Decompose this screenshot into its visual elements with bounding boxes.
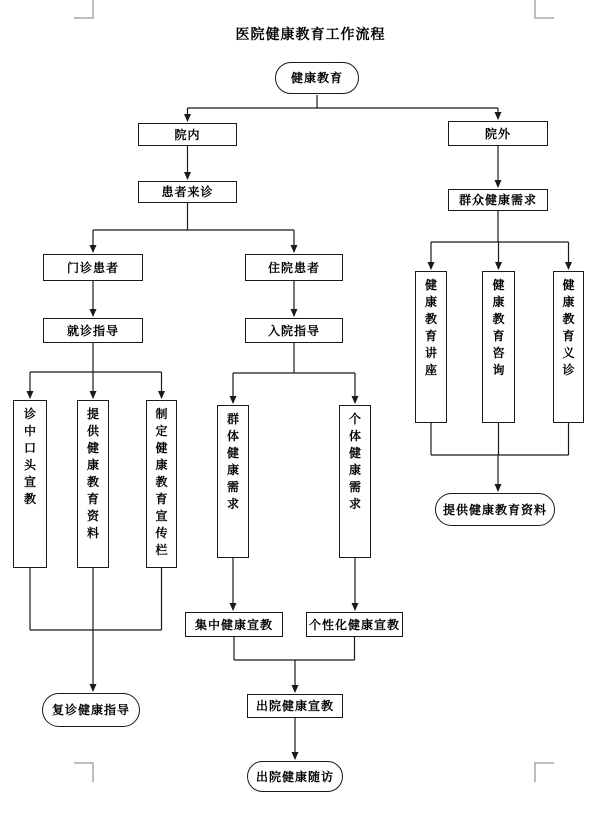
node-revisit-guidance-label: 复诊健康指导 xyxy=(51,703,130,717)
node-free-clinic xyxy=(553,271,584,423)
node-inpatient-label: 住院患者 xyxy=(267,260,320,275)
node-discharge-education xyxy=(247,694,343,718)
node-in-hospital xyxy=(138,123,237,146)
page-title: 医院健康教育工作流程 xyxy=(235,27,386,43)
node-bulletin-board-label: 制定健康教育宣传栏 xyxy=(155,407,168,557)
node-consultation-label: 健康教育咨询 xyxy=(492,278,505,377)
node-group-need-label: 群体健康需求 xyxy=(226,412,239,511)
node-lecture xyxy=(415,271,447,423)
node-revisit-guidance xyxy=(42,693,140,727)
node-consultation xyxy=(482,271,515,423)
node-centralized-education xyxy=(185,612,283,637)
node-discharge-education-label: 出院健康宣教 xyxy=(255,699,334,713)
node-provide-materials-oval-label: 提供健康教育资料 xyxy=(442,502,547,517)
node-root-label: 健康教育 xyxy=(290,71,343,85)
node-root xyxy=(275,62,359,94)
node-patient-visit xyxy=(138,181,237,203)
node-oral-education xyxy=(13,400,47,568)
node-visit-guidance-label: 就诊指导 xyxy=(66,323,119,338)
node-individual-need-label: 个体健康需求 xyxy=(348,412,361,511)
node-bulletin-board xyxy=(146,400,177,568)
node-personalized-education-label: 个性化健康宣教 xyxy=(308,617,400,632)
node-public-health-need xyxy=(448,189,548,211)
node-inpatient xyxy=(245,254,343,281)
node-discharge-followup xyxy=(247,761,343,792)
node-admission-guidance xyxy=(245,318,343,343)
node-out-hospital xyxy=(448,121,548,146)
node-group-need xyxy=(217,405,249,558)
node-provide-materials-oval xyxy=(435,493,555,526)
node-centralized-education-label: 集中健康宣教 xyxy=(194,617,273,632)
node-admission-guidance-label: 入院指导 xyxy=(267,323,320,338)
node-outpatient xyxy=(43,254,143,281)
node-in-hospital-label: 院内 xyxy=(174,127,201,142)
node-out-hospital-label: 院外 xyxy=(484,126,511,141)
node-discharge-followup-label: 出院健康随访 xyxy=(255,769,334,784)
node-visit-guidance xyxy=(43,318,143,343)
node-individual-need xyxy=(339,405,371,558)
node-personalized-education xyxy=(306,612,403,637)
node-provide-materials xyxy=(77,400,109,568)
node-outpatient-label: 门诊患者 xyxy=(66,260,119,275)
node-oral-education-label: 诊中口头宣教 xyxy=(23,407,36,506)
node-provide-materials-label: 提供健康教育资料 xyxy=(86,407,99,540)
node-public-health-need-label: 群众健康需求 xyxy=(458,193,537,207)
node-free-clinic-label: 健康教育义诊 xyxy=(562,278,575,377)
node-patient-visit-label: 患者来诊 xyxy=(161,185,214,199)
node-lecture-label: 健康教育讲座 xyxy=(424,278,437,377)
